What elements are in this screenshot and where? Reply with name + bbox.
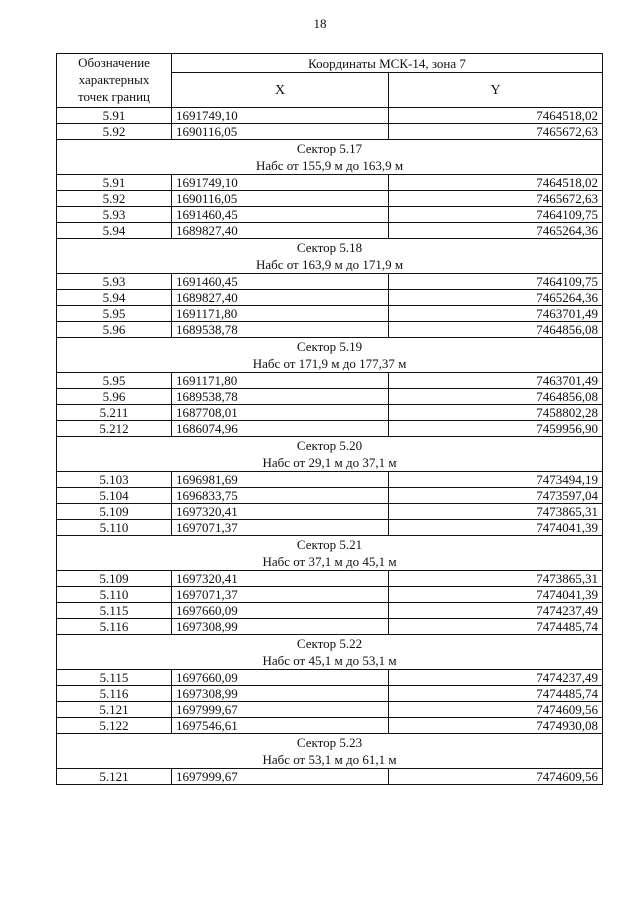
sector-row [57, 734, 603, 769]
page-number: 18 [313, 16, 327, 31]
sector-heading [57, 635, 603, 670]
x-coordinate-cell: 1696981,69 [172, 472, 389, 488]
point-id-cell: 5.115 [57, 670, 172, 686]
sector-row [57, 437, 603, 472]
point-id-cell: 5.96 [57, 389, 172, 405]
point-id-cell: 5.121 [57, 702, 172, 718]
point-id-cell: 5.95 [57, 306, 172, 322]
table-row [57, 389, 603, 405]
y-coordinate-cell: 7473865,31 [389, 504, 603, 520]
x-coordinate-cell: 1686074,96 [172, 421, 389, 437]
table-row [57, 108, 603, 124]
point-id-cell: 5.109 [57, 504, 172, 520]
point-id-cell: 5.94 [57, 223, 172, 239]
sector-heading [57, 437, 603, 472]
y-coordinate-cell: 7465672,63 [389, 124, 603, 140]
y-coordinate-cell: 7464518,02 [389, 175, 603, 191]
table-row [57, 504, 603, 520]
header-line: Обозначение [78, 55, 150, 70]
y-coordinate-cell: 7474485,74 [389, 686, 603, 702]
y-coordinate-cell: 7473865,31 [389, 571, 603, 587]
point-id-cell: 5.93 [57, 207, 172, 223]
point-id-cell: 5.212 [57, 421, 172, 437]
table-row [57, 769, 603, 785]
header-line: точек границ [77, 89, 151, 104]
table-row [57, 306, 603, 322]
table-row [57, 421, 603, 437]
point-id-cell: 5.91 [57, 108, 172, 124]
point-id-cell: 5.211 [57, 405, 172, 421]
sector-elevation-range: Набс от 45,1 м до 53,1 м [262, 653, 397, 668]
sector-elevation-range: Набс от 155,9 м до 163,9 м [255, 158, 404, 173]
x-coordinate-cell: 1689538,78 [172, 322, 389, 338]
coordinates-table [56, 53, 603, 785]
table-row [57, 670, 603, 686]
table-row [57, 686, 603, 702]
y-coordinate-cell: 7465264,36 [389, 290, 603, 306]
x-coordinate-cell: 1697308,99 [172, 686, 389, 702]
y-coordinate-cell: 7473494,19 [389, 472, 603, 488]
sector-heading [57, 239, 603, 274]
x-column-header: X [172, 73, 389, 108]
point-id-cell: 5.92 [57, 191, 172, 207]
sector-elevation-range: Набс от 171,9 м до 177,37 м [252, 356, 407, 371]
x-coordinate-cell: 1691460,45 [172, 274, 389, 290]
x-coordinate-cell: 1696833,75 [172, 488, 389, 504]
y-coordinate-cell: 7465264,36 [389, 223, 603, 239]
point-id-cell: 5.95 [57, 373, 172, 389]
point-id-cell: 5.92 [57, 124, 172, 140]
x-coordinate-cell: 1690116,05 [172, 191, 389, 207]
x-coordinate-cell: 1697308,99 [172, 619, 389, 635]
table-row [57, 587, 603, 603]
table-row [57, 405, 603, 421]
x-coordinate-cell: 1697660,09 [172, 670, 389, 686]
y-coordinate-cell: 7458802,28 [389, 405, 603, 421]
x-coordinate-cell: 1691749,10 [172, 175, 389, 191]
sector-title: Сектор 5.18 [296, 240, 363, 255]
x-coordinate-cell: 1690116,05 [172, 124, 389, 140]
sector-elevation-range: Набс от 29,1 м до 37,1 м [262, 455, 397, 470]
table-row [57, 223, 603, 239]
x-coordinate-cell: 1689827,40 [172, 290, 389, 306]
point-id-cell: 5.115 [57, 603, 172, 619]
sector-title: Сектор 5.17 [296, 141, 363, 156]
x-coordinate-cell: 1691171,80 [172, 373, 389, 389]
y-coordinate-cell: 7474237,49 [389, 670, 603, 686]
y-coordinate-cell: 7465672,63 [389, 191, 603, 207]
table-row [57, 603, 603, 619]
y-coordinate-cell: 7463701,49 [389, 306, 603, 322]
y-coordinate-cell: 7474930,08 [389, 718, 603, 734]
x-coordinate-cell: 1697320,41 [172, 504, 389, 520]
y-coordinate-cell: 7464518,02 [389, 108, 603, 124]
sector-heading [57, 338, 603, 373]
y-coordinate-cell: 7459956,90 [389, 421, 603, 437]
point-id-cell: 5.122 [57, 718, 172, 734]
sector-title: Сектор 5.20 [296, 438, 363, 453]
table-row [57, 520, 603, 536]
sector-title: Сектор 5.23 [296, 735, 363, 750]
y-coordinate-cell: 7474041,39 [389, 520, 603, 536]
y-coordinate-cell: 7464109,75 [389, 207, 603, 223]
table-row [57, 274, 603, 290]
table-row [57, 718, 603, 734]
x-coordinate-cell: 1697320,41 [172, 571, 389, 587]
x-coordinate-cell: 1689827,40 [172, 223, 389, 239]
point-id-cell: 5.94 [57, 290, 172, 306]
x-coordinate-cell: 1691460,45 [172, 207, 389, 223]
sector-heading [57, 536, 603, 571]
x-coordinate-cell: 1689538,78 [172, 389, 389, 405]
sector-title: Сектор 5.19 [296, 339, 363, 354]
coordinate-system-header: Координаты МСК-14, зона 7 [172, 54, 603, 73]
point-id-cell: 5.103 [57, 472, 172, 488]
y-coordinate-cell: 7474485,74 [389, 619, 603, 635]
y-coordinate-cell: 7464856,08 [389, 322, 603, 338]
sector-row [57, 338, 603, 373]
point-id-cell: 5.116 [57, 619, 172, 635]
sector-row [57, 635, 603, 670]
x-coordinate-cell: 1691749,10 [172, 108, 389, 124]
table-row [57, 472, 603, 488]
y-coordinate-cell: 7474041,39 [389, 587, 603, 603]
point-id-cell: 5.110 [57, 520, 172, 536]
sector-row [57, 140, 603, 175]
x-coordinate-cell: 1691171,80 [172, 306, 389, 322]
point-id-cell: 5.91 [57, 175, 172, 191]
header-line: характерных [78, 72, 150, 87]
y-coordinate-cell: 7474237,49 [389, 603, 603, 619]
table-row [57, 175, 603, 191]
sector-title: Сектор 5.22 [296, 636, 363, 651]
sector-row [57, 239, 603, 274]
y-coordinate-cell: 7464856,08 [389, 389, 603, 405]
point-id-cell: 5.93 [57, 274, 172, 290]
point-id-cell: 5.121 [57, 769, 172, 785]
point-designation-header [57, 54, 172, 108]
sector-elevation-range: Набс от 37,1 м до 45,1 м [262, 554, 397, 569]
x-coordinate-cell: 1697546,61 [172, 718, 389, 734]
table-row [57, 619, 603, 635]
x-coordinate-cell: 1697999,67 [172, 769, 389, 785]
table-row [57, 322, 603, 338]
sector-heading [57, 140, 603, 175]
x-coordinate-cell: 1697071,37 [172, 587, 389, 603]
y-coordinate-cell: 7473597,04 [389, 488, 603, 504]
point-id-cell: 5.96 [57, 322, 172, 338]
table-row [57, 571, 603, 587]
sector-elevation-range: Набс от 163,9 м до 171,9 м [255, 257, 404, 272]
table-row [57, 290, 603, 306]
y-coordinate-cell: 7463701,49 [389, 373, 603, 389]
point-id-cell: 5.110 [57, 587, 172, 603]
sector-title: Сектор 5.21 [296, 537, 363, 552]
y-coordinate-cell: 7464109,75 [389, 274, 603, 290]
table-row [57, 191, 603, 207]
sector-row [57, 536, 603, 571]
point-id-cell: 5.104 [57, 488, 172, 504]
x-coordinate-cell: 1697071,37 [172, 520, 389, 536]
table-row [57, 488, 603, 504]
table-row [57, 373, 603, 389]
table-body [57, 108, 603, 785]
sector-heading [57, 734, 603, 769]
table-row [57, 207, 603, 223]
table-row [57, 702, 603, 718]
y-coordinate-cell: 7474609,56 [389, 769, 603, 785]
point-id-cell: 5.116 [57, 686, 172, 702]
x-coordinate-cell: 1687708,01 [172, 405, 389, 421]
x-coordinate-cell: 1697999,67 [172, 702, 389, 718]
x-coordinate-cell: 1697660,09 [172, 603, 389, 619]
table-row [57, 124, 603, 140]
y-column-header: Y [389, 73, 603, 108]
point-id-cell: 5.109 [57, 571, 172, 587]
y-coordinate-cell: 7474609,56 [389, 702, 603, 718]
sector-elevation-range: Набс от 53,1 м до 61,1 м [262, 752, 397, 767]
